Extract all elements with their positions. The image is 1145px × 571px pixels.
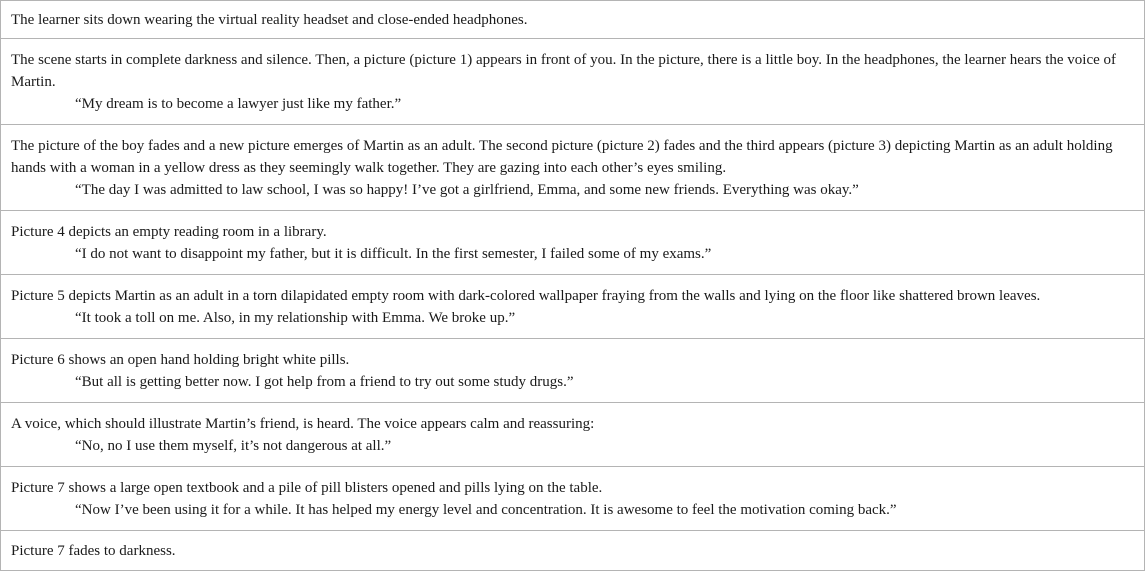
row-text: The learner sits down wearing the virtual reality headset and close-ended headphones. [11,11,528,28]
row-quote: “No, no I use them myself, it’s not dangerous at all.” [75,437,392,454]
row-text: Picture 4 depicts an empty reading room in a library. [11,223,327,240]
row-text: Picture 7 shows a large open textbook and a pile of pill blisters opened and pills lying on the table. [11,479,603,496]
table-row [1,338,1144,402]
row-quote: “It took a toll on me. Also, in my relationship with Emma. We broke up.” [75,309,516,326]
row-text: The scene starts in complete darkness and silence. Then, a picture (picture 1) appears in front of you. In the picture, there is a little boy. In the headphones, the learner hears the voice of Martin. [11,51,1117,90]
row-text: The picture of the boy fades and a new picture emerges of Martin as an adult. The second picture (picture 2) fades and the third appears (picture 3) depicting Martin as an adult holding hands with a woman in a yellow dress as they seemingly walk together. They are gazing into each other’s eyes smiling. [11,137,1113,176]
row-quote: “But all is getting better now. I got help from a friend to try out some study drugs.” [75,373,574,390]
table-row [1,466,1144,530]
table-row [1,402,1144,466]
row-quote: “The day I was admitted to law school, I was so happy! I’ve got a girlfriend, Emma, and some new friends. Everything was okay.” [75,181,859,198]
row-quote: “My dream is to become a lawyer just like my father.” [75,95,402,112]
row-text: Picture 7 fades to darkness. [11,542,176,559]
row-text: Picture 6 shows an open hand holding bright white pills. [11,351,350,368]
row-quote: “I do not want to disappoint my father, but it is difficult. In the first semester, I failed some of my exams.” [75,245,712,262]
row-text: Picture 5 depicts Martin as an adult in a torn dilapidated empty room with dark-colored wallpaper fraying from the walls and lying on the floor like shattered brown leaves. [11,287,1041,304]
table-row [1,38,1144,124]
table-row [1,210,1144,274]
table-row [1,274,1144,338]
table-row [1,530,1144,570]
table-row [1,124,1144,210]
row-text: A voice, which should illustrate Martin’s friend, is heard. The voice appears calm and reassuring: [11,415,595,432]
table-row [1,1,1144,38]
row-quote: “Now I’ve been using it for a while. It has helped my energy level and concentration. It is awesome to feel the motivation coming back.” [75,501,897,518]
